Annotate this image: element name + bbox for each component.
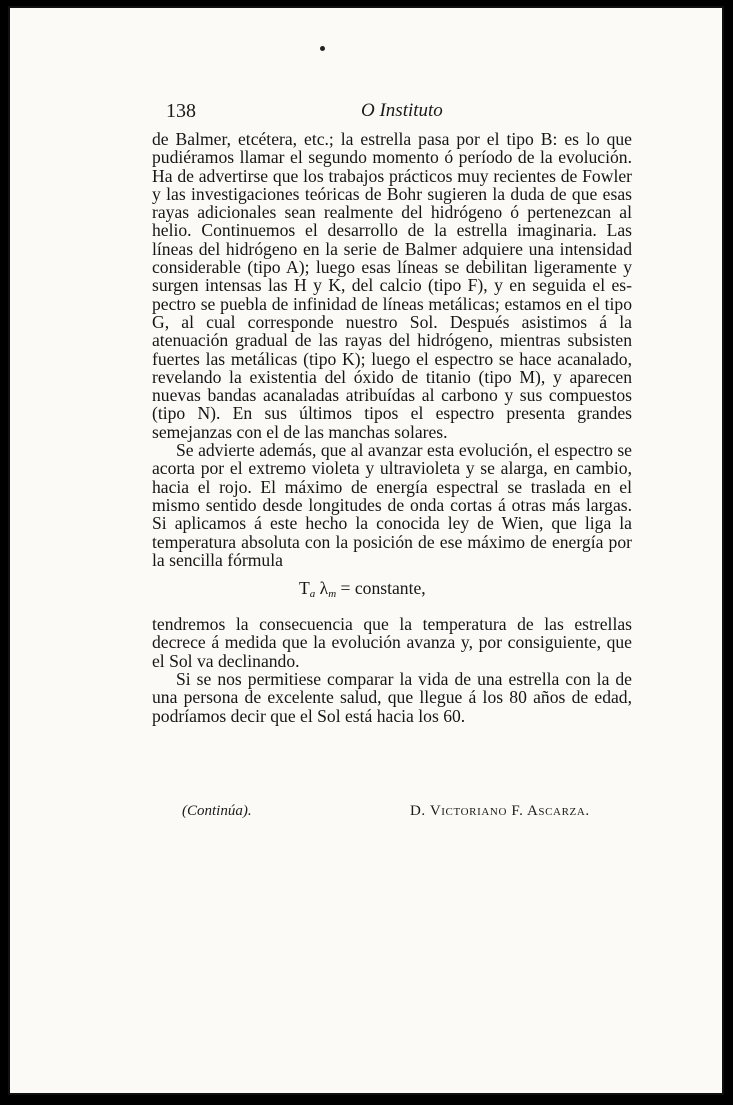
- formula-t: T: [299, 578, 310, 599]
- journal-title: O Instituto: [361, 100, 443, 121]
- paragraph: Se advierte además, que al avanzar esta evolución, el espectro se acorta por el extremo violeta y ultravioleta y se alarga, en cambio, hacia el rojo. El máximo de energía espectral se traslada en el mismo sentido desde longitudes de onda cortas á otras más largas. Si aplicamos á este hecho la conocida ley de Wien, que liga la temperatura absoluta con la posición de ese máximo de energía por la sencilla fórmula: [152, 440, 632, 570]
- paragraph: Si se nos permitiese comparar la vida de una estrella con la de una persona de excelente salud, que llegue á los 80 años de edad, podríamos decir que el Sol está hacia los 60.: [152, 669, 632, 726]
- paragraph: tendremos la consecuencia que la temperatura de las estrellas decrece á medida que la evolución avanza y, por consiguiente, que el Sol va declinando.: [152, 614, 632, 671]
- running-head: [166, 100, 646, 126]
- author-signature: D. Victoriano F. Ascarza.: [410, 803, 590, 819]
- formula-t-subscript: a: [309, 588, 316, 601]
- formula-rest: = constante,: [336, 578, 426, 599]
- article-body: [152, 130, 632, 725]
- formula-lambda-subscript: m: [328, 588, 337, 601]
- paragraph: de Balmer, etcétera, etc.; la estrella pasa por el tipo B: es lo que pudiéramos llamar el segundo momento ó período de la evolución. Ha de advertirse que los trabajos prácticos muy recientes de Fowler y las investigaciones teóricas de Bohr sugieren la duda de que esas rayas adicionales sean realmente del hidrógeno ó pertenezcan al helio. Continuemos el desarrollo de la estrella imaginaria. Las líneas del hidrógeno en la serie de Balmer adquiere una intensidad considerable (tipo A); luego esas líneas se debilitan ligeramente y surgen intensas las H y K, del calcio (tipo F), y en seguida el espectro se puebla de infinidad de líneas metálicas; estamos en el tipo G, al cual corresponde nuestro Sol. Después asistimos á la atenuación gradual de las rayas del hidrógeno, mientras subsisten fuertes las metálicas (tipo K); luego el espectro se hace acanalado, revelando la existentia del óxido de titanio (tipo M), y aparecen nuevas bandas acanaladas atribuídas al carbono y sus compuestos (tipo N). En sus últimos tipos el espectro presenta grandes semejanzas con el de las manchas solares.: [152, 129, 632, 442]
- page-number: 138: [166, 100, 196, 122]
- signature-row: [152, 803, 632, 825]
- continued-note: (Continúa).: [182, 803, 252, 819]
- wien-formula: [152, 575, 632, 601]
- formula-lambda: λ: [319, 578, 329, 599]
- ink-dot: [320, 46, 325, 51]
